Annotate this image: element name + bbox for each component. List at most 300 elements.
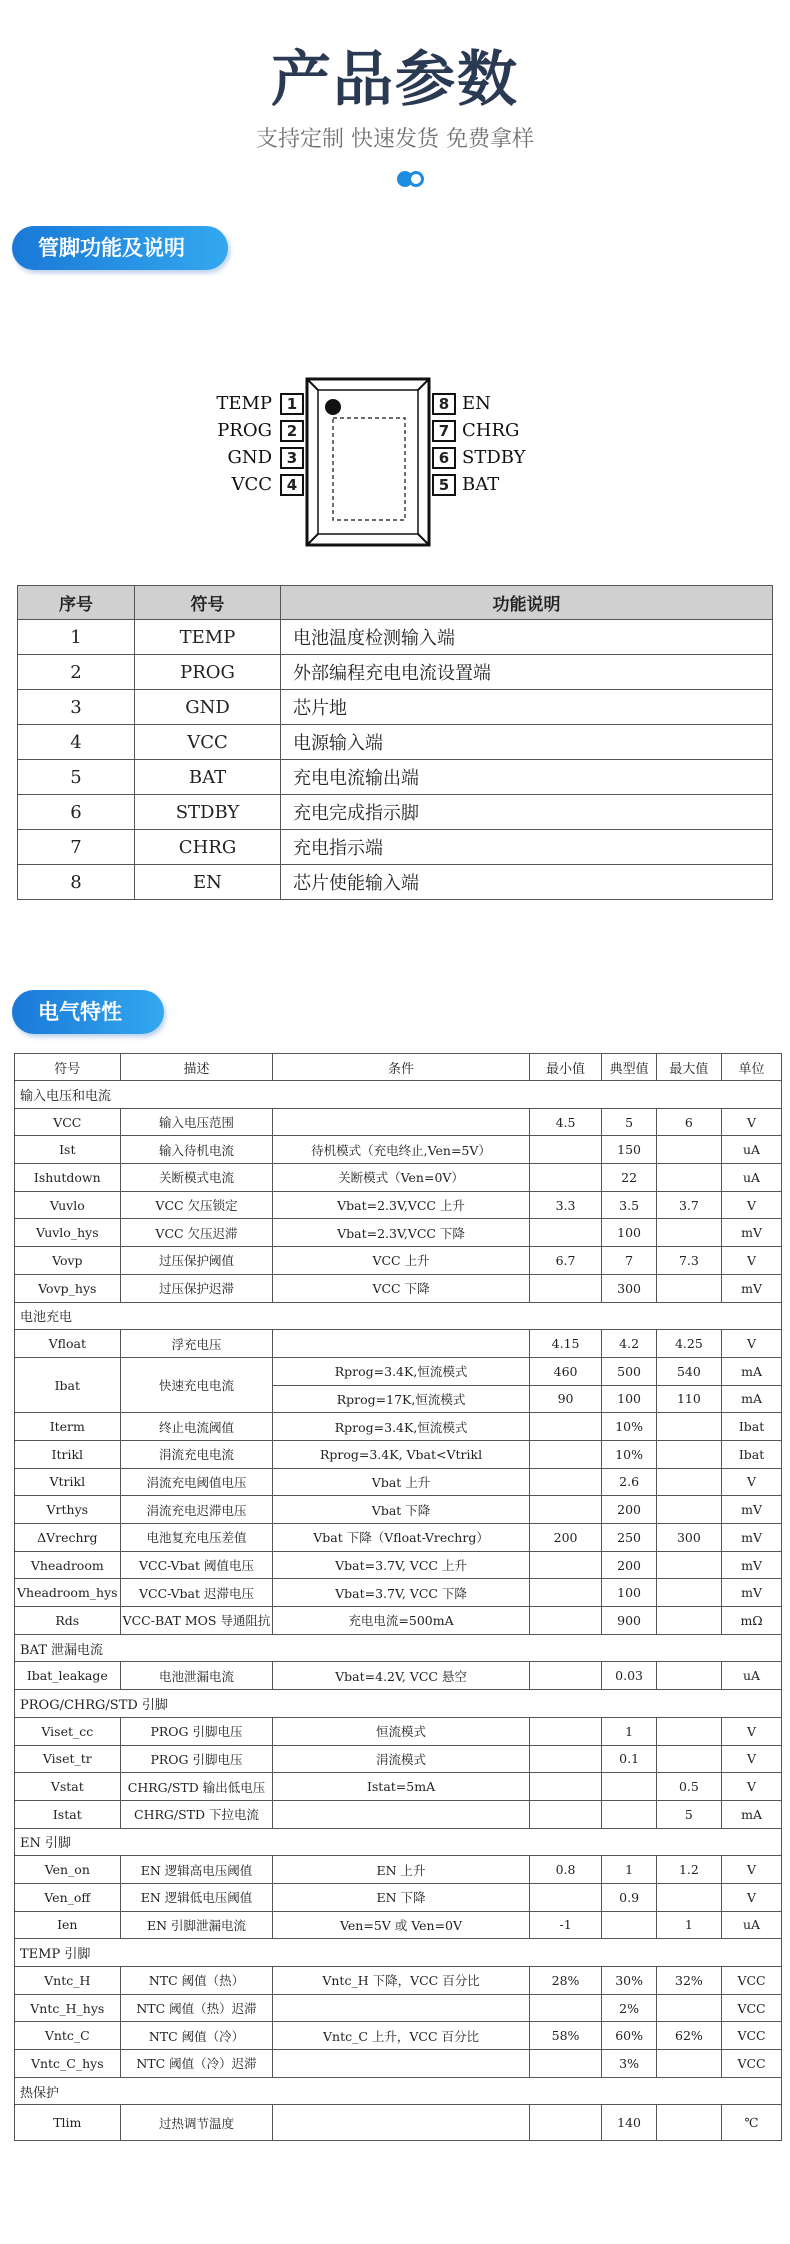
table-cell bbox=[529, 1994, 602, 2022]
table-group-row bbox=[15, 1828, 782, 1856]
table-cell: 2.6 bbox=[602, 1468, 656, 1496]
table-cell: GND bbox=[135, 690, 281, 725]
table-cell: 充电指示端 bbox=[281, 830, 773, 865]
table-cell bbox=[656, 1468, 721, 1496]
table-cell: Vbat 下降 bbox=[273, 1496, 529, 1524]
table-cell: 62% bbox=[656, 2022, 721, 2050]
table-cell: Ven_off bbox=[15, 1883, 121, 1911]
table-cell: VCC bbox=[722, 2022, 782, 2050]
table-cell bbox=[602, 1773, 656, 1801]
table-cell: 250 bbox=[602, 1524, 656, 1552]
group-heading: 热保护 bbox=[15, 2077, 782, 2105]
table-cell: 7 bbox=[602, 1247, 656, 1275]
table-cell: Viset_tr bbox=[15, 1745, 121, 1773]
table-cell: 浮充电压 bbox=[120, 1330, 273, 1358]
table-cell: Vbat=2.3V,VCC 上升 bbox=[273, 1191, 529, 1219]
table-cell: Ven=5V 或 Ven=0V bbox=[273, 1911, 529, 1939]
table-cell: V bbox=[722, 1883, 782, 1911]
table-row bbox=[15, 1717, 782, 1745]
table-cell: Viset_cc bbox=[15, 1717, 121, 1745]
table-cell: 6 bbox=[18, 795, 135, 830]
table-cell: PROG 引脚电压 bbox=[120, 1717, 273, 1745]
table-cell: Vheadroom_hys bbox=[15, 1579, 121, 1607]
table-cell: Tlim bbox=[15, 2105, 121, 2141]
table-group-row bbox=[15, 1939, 782, 1967]
table-cell bbox=[529, 1551, 602, 1579]
table-cell: 200 bbox=[529, 1524, 602, 1552]
pin-number-box: 6 bbox=[432, 447, 456, 469]
table-row bbox=[15, 1551, 782, 1579]
table-group-row bbox=[15, 1081, 782, 1109]
table-cell: VCC bbox=[15, 1108, 121, 1136]
table-row bbox=[15, 1607, 782, 1635]
table-cell bbox=[529, 1440, 602, 1468]
table-cell bbox=[656, 2050, 721, 2078]
table-cell bbox=[529, 1413, 602, 1441]
table-row bbox=[18, 865, 773, 900]
table-cell: V bbox=[722, 1717, 782, 1745]
table-cell: VCC 欠压锁定 bbox=[120, 1191, 273, 1219]
table-cell: 涓流充电阈值电压 bbox=[120, 1468, 273, 1496]
table-cell: NTC 阈值（热） bbox=[120, 1967, 273, 1995]
table-cell: 10% bbox=[602, 1413, 656, 1441]
table-cell: Vtrikl bbox=[15, 1468, 121, 1496]
table-cell: VCC-Vbat 迟滞电压 bbox=[120, 1579, 273, 1607]
table-cell: 充电电流输出端 bbox=[281, 760, 773, 795]
table-cell: ΔVrechrg bbox=[15, 1524, 121, 1552]
table-cell bbox=[529, 1468, 602, 1496]
table-row bbox=[15, 1136, 782, 1164]
table-row bbox=[15, 1800, 782, 1828]
table-row bbox=[15, 1357, 782, 1385]
table-cell: 3 bbox=[18, 690, 135, 725]
decorative-dots-icon bbox=[397, 170, 429, 188]
table-cell: V bbox=[722, 1468, 782, 1496]
table-cell: 0.1 bbox=[602, 1745, 656, 1773]
table-cell: 涓流模式 bbox=[273, 1745, 529, 1773]
table-row bbox=[18, 620, 773, 655]
column-header: 描述 bbox=[120, 1054, 273, 1081]
table-cell: CHRG/STD 输出低电压 bbox=[120, 1773, 273, 1801]
table-cell: BAT bbox=[135, 760, 281, 795]
table-group-row bbox=[15, 2077, 782, 2105]
table-cell: 涓流充电迟滞电压 bbox=[120, 1496, 273, 1524]
table-cell: 3% bbox=[602, 2050, 656, 2078]
table-cell: 300 bbox=[602, 1274, 656, 1302]
table-cell: mV bbox=[722, 1524, 782, 1552]
table-cell: PROG bbox=[135, 655, 281, 690]
table-cell: -1 bbox=[529, 1911, 602, 1939]
table-cell bbox=[602, 1911, 656, 1939]
table-cell bbox=[656, 1579, 721, 1607]
group-heading: EN 引脚 bbox=[15, 1828, 782, 1856]
table-cell: Ibat bbox=[722, 1413, 782, 1441]
table-cell: 2 bbox=[18, 655, 135, 690]
table-cell bbox=[529, 1219, 602, 1247]
dot-ring-icon bbox=[408, 171, 424, 187]
table-cell: 4.15 bbox=[529, 1330, 602, 1358]
table-cell: TEMP bbox=[135, 620, 281, 655]
table-cell: 140 bbox=[602, 2105, 656, 2141]
table-cell: Rprog=3.4K,恒流模式 bbox=[273, 1357, 529, 1385]
table-cell bbox=[529, 1164, 602, 1192]
table-cell: Istat=5mA bbox=[273, 1773, 529, 1801]
table-cell: 3.3 bbox=[529, 1191, 602, 1219]
group-heading: TEMP 引脚 bbox=[15, 1939, 782, 1967]
table-cell: 0.5 bbox=[656, 1773, 721, 1801]
table-cell: 2% bbox=[602, 1994, 656, 2022]
table-cell: 30% bbox=[602, 1967, 656, 1995]
table-cell: 快速充电电流 bbox=[120, 1357, 273, 1412]
table-cell: EN bbox=[135, 865, 281, 900]
table-cell: 200 bbox=[602, 1496, 656, 1524]
table-row bbox=[18, 690, 773, 725]
table-cell bbox=[656, 1883, 721, 1911]
table-cell: EN 逻辑低电压阈值 bbox=[120, 1883, 273, 1911]
table-row bbox=[15, 1164, 782, 1192]
table-cell bbox=[529, 1496, 602, 1524]
table-cell bbox=[529, 1773, 602, 1801]
pin-label: EN bbox=[462, 393, 491, 414]
section-heading-pins: 管脚功能及说明 bbox=[12, 226, 228, 270]
table-group-row bbox=[15, 1302, 782, 1330]
column-header: 条件 bbox=[273, 1054, 529, 1081]
table-header-row bbox=[18, 586, 773, 620]
table-cell: 300 bbox=[656, 1524, 721, 1552]
table-cell bbox=[656, 1496, 721, 1524]
table-cell: 540 bbox=[656, 1357, 721, 1385]
table-cell: V bbox=[722, 1330, 782, 1358]
table-cell: VCC-BAT MOS 导通阻抗 bbox=[120, 1607, 273, 1635]
table-row bbox=[15, 1524, 782, 1552]
table-cell: Vntc_C bbox=[15, 2022, 121, 2050]
table-cell: 关断模式电流 bbox=[120, 1164, 273, 1192]
table-cell: mV bbox=[722, 1219, 782, 1247]
table-cell: 过热调节温度 bbox=[120, 2105, 273, 2141]
table-cell: 充电完成指示脚 bbox=[281, 795, 773, 830]
table-cell: 6.7 bbox=[529, 1247, 602, 1275]
table-cell: 900 bbox=[602, 1607, 656, 1635]
table-cell: Iterm bbox=[15, 1413, 121, 1441]
table-row bbox=[15, 1413, 782, 1441]
table-cell: 电池泄漏电流 bbox=[120, 1662, 273, 1690]
column-header: 最小值 bbox=[529, 1054, 602, 1081]
table-cell: PROG 引脚电压 bbox=[120, 1745, 273, 1773]
table-cell: V bbox=[722, 1745, 782, 1773]
table-row bbox=[15, 1579, 782, 1607]
table-cell: 外部编程充电电流设置端 bbox=[281, 655, 773, 690]
table-cell: Vovp bbox=[15, 1247, 121, 1275]
table-cell: VCC bbox=[722, 2050, 782, 2078]
table-row bbox=[15, 1108, 782, 1136]
table-cell: 1.2 bbox=[656, 1856, 721, 1884]
column-header: 符号 bbox=[135, 586, 281, 620]
table-cell bbox=[529, 1883, 602, 1911]
table-cell bbox=[273, 2050, 529, 2078]
table-cell: 200 bbox=[602, 1551, 656, 1579]
table-cell: 0.03 bbox=[602, 1662, 656, 1690]
table-row bbox=[18, 725, 773, 760]
table-row bbox=[18, 760, 773, 795]
table-cell: Vheadroom bbox=[15, 1551, 121, 1579]
table-cell bbox=[529, 1800, 602, 1828]
table-row bbox=[15, 1883, 782, 1911]
table-cell: Vntc_C_hys bbox=[15, 2050, 121, 2078]
table-row bbox=[18, 830, 773, 865]
table-cell: Vntc_H bbox=[15, 1967, 121, 1995]
table-cell: uA bbox=[722, 1662, 782, 1690]
table-row bbox=[15, 2022, 782, 2050]
table-cell: 3.5 bbox=[602, 1191, 656, 1219]
table-cell: mV bbox=[722, 1274, 782, 1302]
table-cell: 终止电流阈值 bbox=[120, 1413, 273, 1441]
column-header: 单位 bbox=[722, 1054, 782, 1081]
table-cell bbox=[656, 1274, 721, 1302]
table-cell: Vbat=4.2V, VCC 悬空 bbox=[273, 1662, 529, 1690]
table-cell: V bbox=[722, 1191, 782, 1219]
table-cell: 1 bbox=[18, 620, 135, 655]
pin-function-table bbox=[17, 585, 773, 900]
table-cell: uA bbox=[722, 1136, 782, 1164]
page-title: 产品参数 bbox=[271, 45, 519, 115]
table-row bbox=[15, 1219, 782, 1247]
table-row bbox=[15, 1330, 782, 1358]
table-cell: 60% bbox=[602, 2022, 656, 2050]
table-cell bbox=[656, 1136, 721, 1164]
table-cell: Istat bbox=[15, 1800, 121, 1828]
table-cell bbox=[529, 2105, 602, 2141]
pin-label: PROG bbox=[217, 420, 272, 441]
table-cell: Rds bbox=[15, 1607, 121, 1635]
table-cell: Vntc_H_hys bbox=[15, 1994, 121, 2022]
pin-number-box: 2 bbox=[280, 420, 304, 442]
table-cell bbox=[273, 2105, 529, 2141]
group-heading: 电池充电 bbox=[15, 1302, 782, 1330]
column-header: 典型值 bbox=[602, 1054, 656, 1081]
table-cell: Vbat=3.7V, VCC 上升 bbox=[273, 1551, 529, 1579]
table-cell: 0.9 bbox=[602, 1883, 656, 1911]
table-cell: VCC 下降 bbox=[273, 1274, 529, 1302]
table-cell: 芯片地 bbox=[281, 690, 773, 725]
table-cell: 4.25 bbox=[656, 1330, 721, 1358]
table-row bbox=[15, 1191, 782, 1219]
table-cell: 110 bbox=[656, 1385, 721, 1413]
table-cell: 待机模式（充电终止,Ven=5V） bbox=[273, 1136, 529, 1164]
table-cell: 输入待机电流 bbox=[120, 1136, 273, 1164]
table-cell: VCC bbox=[722, 1994, 782, 2022]
table-cell: 芯片使能输入端 bbox=[281, 865, 773, 900]
table-cell: Vstat bbox=[15, 1773, 121, 1801]
pin-number-box: 3 bbox=[280, 447, 304, 469]
table-cell: CHRG bbox=[135, 830, 281, 865]
table-cell: 过压保护迟滞 bbox=[120, 1274, 273, 1302]
table-cell: Vrthys bbox=[15, 1496, 121, 1524]
table-cell: 关断模式（Ven=0V） bbox=[273, 1164, 529, 1192]
table-cell bbox=[529, 2050, 602, 2078]
table-cell bbox=[273, 1108, 529, 1136]
table-cell bbox=[656, 1440, 721, 1468]
table-cell bbox=[273, 1330, 529, 1358]
table-cell: mA bbox=[722, 1800, 782, 1828]
table-cell: 100 bbox=[602, 1579, 656, 1607]
table-cell: Ishutdown bbox=[15, 1164, 121, 1192]
pin-number-box: 8 bbox=[432, 393, 456, 415]
table-cell: VCC 上升 bbox=[273, 1247, 529, 1275]
table-cell: 4.5 bbox=[529, 1108, 602, 1136]
table-cell: 输入电压范围 bbox=[120, 1108, 273, 1136]
table-cell: CHRG/STD 下拉电流 bbox=[120, 1800, 273, 1828]
table-cell: 0.8 bbox=[529, 1856, 602, 1884]
table-header-row bbox=[15, 1054, 782, 1081]
table-cell: V bbox=[722, 1773, 782, 1801]
table-cell bbox=[529, 1136, 602, 1164]
table-cell: EN 上升 bbox=[273, 1856, 529, 1884]
table-cell bbox=[656, 1164, 721, 1192]
table-row bbox=[15, 1911, 782, 1939]
table-cell: Rprog=17K,恒流模式 bbox=[273, 1385, 529, 1413]
table-cell: VCC bbox=[722, 1967, 782, 1995]
table-row bbox=[15, 1773, 782, 1801]
table-cell: NTC 阈值（冷） bbox=[120, 2022, 273, 2050]
table-cell bbox=[656, 1413, 721, 1441]
table-cell: Vbat=2.3V,VCC 下降 bbox=[273, 1219, 529, 1247]
table-cell: Ven_on bbox=[15, 1856, 121, 1884]
table-cell: Vfloat bbox=[15, 1330, 121, 1358]
table-cell: VCC-Vbat 阈值电压 bbox=[120, 1551, 273, 1579]
pin-number-box: 4 bbox=[280, 474, 304, 496]
table-cell: Vbat 上升 bbox=[273, 1468, 529, 1496]
table-cell: Vbat=3.7V, VCC 下降 bbox=[273, 1579, 529, 1607]
table-cell: 500 bbox=[602, 1357, 656, 1385]
table-cell bbox=[656, 1607, 721, 1635]
table-group-row bbox=[15, 1690, 782, 1718]
table-cell: Ibat bbox=[15, 1357, 121, 1412]
section-heading-electrical: 电气特性 bbox=[12, 990, 164, 1034]
table-row bbox=[15, 1856, 782, 1884]
table-cell: 90 bbox=[529, 1385, 602, 1413]
column-header: 符号 bbox=[15, 1054, 121, 1081]
table-cell bbox=[656, 1662, 721, 1690]
table-cell: EN 下降 bbox=[273, 1883, 529, 1911]
table-cell bbox=[273, 1994, 529, 2022]
table-cell: 充电电流=500mA bbox=[273, 1607, 529, 1635]
table-cell: 5 bbox=[18, 760, 135, 795]
table-cell: Vbat 下降（Vfloat-Vrechrg） bbox=[273, 1524, 529, 1552]
table-cell: Vntc_C 上升，VCC 百分比 bbox=[273, 2022, 529, 2050]
table-cell: 4.2 bbox=[602, 1330, 656, 1358]
chip-package-icon bbox=[0, 370, 790, 560]
table-cell: EN 逻辑高电压阈值 bbox=[120, 1856, 273, 1884]
table-row bbox=[15, 1745, 782, 1773]
table-cell: Vntc_H 下降，VCC 百分比 bbox=[273, 1967, 529, 1995]
table-cell: V bbox=[722, 1108, 782, 1136]
table-cell: 电源输入端 bbox=[281, 725, 773, 760]
table-cell bbox=[529, 1745, 602, 1773]
table-cell: NTC 阈值（冷）迟滞 bbox=[120, 2050, 273, 2078]
table-cell: 58% bbox=[529, 2022, 602, 2050]
table-cell bbox=[656, 1994, 721, 2022]
group-heading: PROG/CHRG/STD 引脚 bbox=[15, 1690, 782, 1718]
table-cell: Vuvlo bbox=[15, 1191, 121, 1219]
table-cell bbox=[656, 1717, 721, 1745]
table-cell: Itrikl bbox=[15, 1440, 121, 1468]
table-row bbox=[15, 1662, 782, 1690]
table-cell: 3.7 bbox=[656, 1191, 721, 1219]
column-header: 序号 bbox=[18, 586, 135, 620]
table-cell bbox=[273, 1800, 529, 1828]
pin-number-box: 1 bbox=[280, 393, 304, 415]
table-row bbox=[15, 2050, 782, 2078]
table-cell: NTC 阈值（热）迟滞 bbox=[120, 1994, 273, 2022]
table-row bbox=[15, 1247, 782, 1275]
table-cell: 460 bbox=[529, 1357, 602, 1385]
table-cell: 电池温度检测输入端 bbox=[281, 620, 773, 655]
table-cell: mV bbox=[722, 1551, 782, 1579]
table-cell: Ien bbox=[15, 1911, 121, 1939]
table-cell bbox=[529, 1717, 602, 1745]
table-row bbox=[18, 795, 773, 830]
table-cell: 6 bbox=[656, 1108, 721, 1136]
table-cell: 7.3 bbox=[656, 1247, 721, 1275]
table-cell: 8 bbox=[18, 865, 135, 900]
table-group-row bbox=[15, 1634, 782, 1662]
table-cell: 1 bbox=[656, 1911, 721, 1939]
table-cell: 10% bbox=[602, 1440, 656, 1468]
table-cell: uA bbox=[722, 1911, 782, 1939]
table-row bbox=[15, 1274, 782, 1302]
table-cell bbox=[529, 1274, 602, 1302]
table-cell bbox=[656, 1551, 721, 1579]
column-header: 最大值 bbox=[656, 1054, 721, 1081]
table-cell: 150 bbox=[602, 1136, 656, 1164]
table-cell: 恒流模式 bbox=[273, 1717, 529, 1745]
table-cell: 22 bbox=[602, 1164, 656, 1192]
table-cell: mV bbox=[722, 1496, 782, 1524]
table-cell: mA bbox=[722, 1385, 782, 1413]
table-cell: ℃ bbox=[722, 2105, 782, 2141]
table-cell: V bbox=[722, 1247, 782, 1275]
table-cell: 32% bbox=[656, 1967, 721, 1995]
page-subtitle: 支持定制 快速发货 免费拿样 bbox=[256, 127, 534, 152]
table-cell bbox=[529, 1607, 602, 1635]
chip-pinout-diagram bbox=[0, 370, 790, 560]
table-row bbox=[15, 1967, 782, 1995]
table-row bbox=[15, 1468, 782, 1496]
table-cell: uA bbox=[722, 1164, 782, 1192]
table-cell: 电池复充电压差值 bbox=[120, 1524, 273, 1552]
table-cell: Ist bbox=[15, 1136, 121, 1164]
pin-number-box: 7 bbox=[432, 420, 456, 442]
table-cell: 100 bbox=[602, 1219, 656, 1247]
table-cell: mV bbox=[722, 1579, 782, 1607]
pin-label: VCC bbox=[231, 474, 272, 495]
hero-banner bbox=[0, 0, 790, 200]
table-cell bbox=[656, 1745, 721, 1773]
table-row bbox=[15, 1496, 782, 1524]
table-cell: 4 bbox=[18, 725, 135, 760]
pin-label: CHRG bbox=[462, 420, 520, 441]
table-cell: 5 bbox=[656, 1800, 721, 1828]
table-row bbox=[18, 655, 773, 690]
group-heading: 输入电压和电流 bbox=[15, 1081, 782, 1109]
table-cell bbox=[602, 1800, 656, 1828]
table-cell: 1 bbox=[602, 1717, 656, 1745]
table-cell: mA bbox=[722, 1357, 782, 1385]
table-cell: V bbox=[722, 1856, 782, 1884]
electrical-spec-table bbox=[14, 1053, 782, 2141]
table-row bbox=[15, 2105, 782, 2141]
table-cell: VCC 欠压迟滞 bbox=[120, 1219, 273, 1247]
